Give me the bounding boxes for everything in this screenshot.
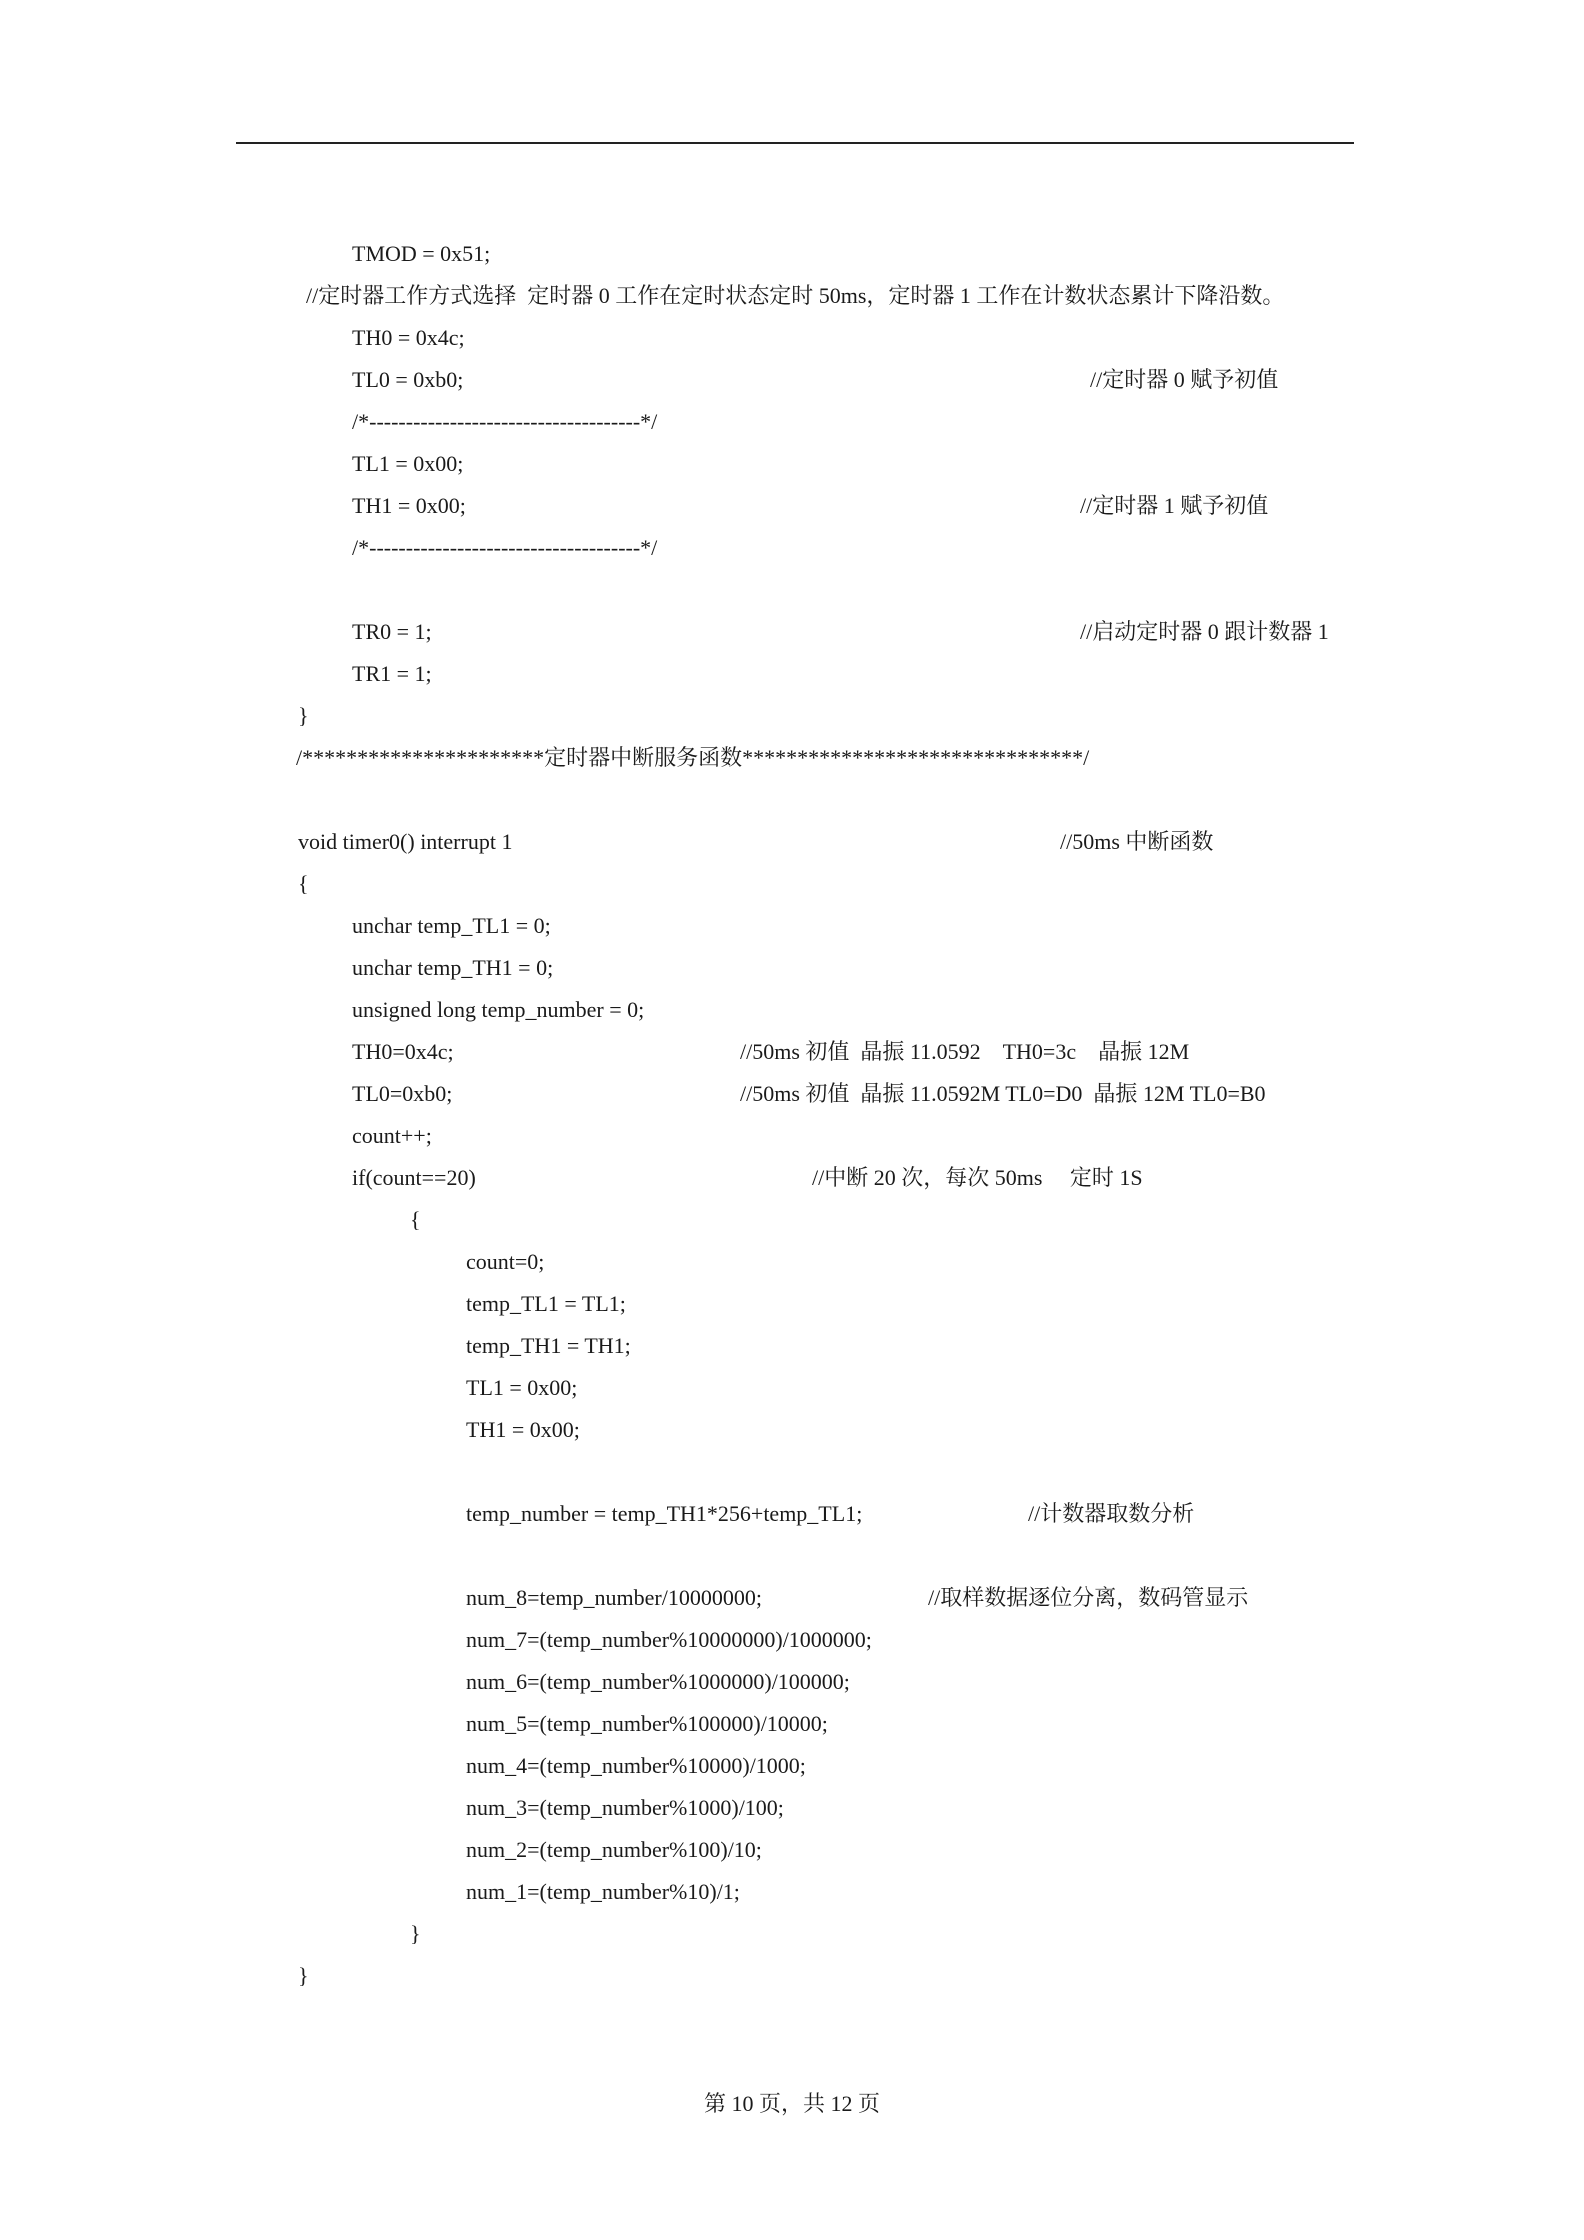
code-comment-isr: //50ms 中断函数 bbox=[1060, 829, 1214, 854]
code-line-num2: num_2=(temp_number%100)/10; bbox=[466, 1837, 762, 1862]
code-line-decl-tl1: unchar temp_TL1 = 0; bbox=[352, 913, 551, 938]
code-line-num6: num_6=(temp_number%1000000)/100000; bbox=[466, 1669, 850, 1694]
code-comment-start-timers: //启动定时器 0 跟计数器 1 bbox=[1080, 619, 1329, 644]
code-line-reload-th0: TH0=0x4c; bbox=[352, 1039, 454, 1064]
code-line-save-th1: temp_TH1 = TH1; bbox=[466, 1333, 631, 1358]
code-line-tl1: TL1 = 0x00; bbox=[352, 451, 464, 476]
code-line-th1: TH1 = 0x00; bbox=[352, 493, 466, 518]
code-open-brace: { bbox=[298, 871, 309, 896]
code-line-num7: num_7=(temp_number%10000000)/1000000; bbox=[466, 1627, 872, 1652]
code-line-count-reset: count=0; bbox=[466, 1249, 545, 1274]
code-line-num3: num_3=(temp_number%1000)/100; bbox=[466, 1795, 784, 1820]
code-line-isr-signature: void timer0() interrupt 1 bbox=[298, 829, 513, 854]
code-line-clear-tl1: TL1 = 0x00; bbox=[466, 1375, 578, 1400]
code-line-clear-th1: TH1 = 0x00; bbox=[466, 1417, 580, 1442]
code-close-brace: } bbox=[298, 703, 309, 728]
code-comment-digit-split: //取样数据逐位分离，数码管显示 bbox=[928, 1585, 1249, 1610]
code-comment-1s: //中断 20 次，每次 50ms 定时 1S bbox=[812, 1165, 1143, 1190]
page-footer: 第 10 页，共 12 页 bbox=[703, 2091, 880, 2116]
code-line-decl-number: unsigned long temp_number = 0; bbox=[352, 997, 645, 1022]
code-line-tr1: TR1 = 1; bbox=[352, 661, 432, 686]
code-line-save-tl1: temp_TL1 = TL1; bbox=[466, 1291, 626, 1316]
code-line-num8: num_8=temp_number/10000000; bbox=[466, 1585, 762, 1610]
code-close-brace-outer: } bbox=[298, 1963, 309, 1988]
code-comment-timer0-init: //定时器 0 赋予初值 bbox=[1090, 367, 1279, 392]
code-section-banner: /**********************定时器中断服务函数*******************************/ bbox=[296, 745, 1090, 770]
code-line-compute-number: temp_number = temp_TH1*256+temp_TL1; bbox=[466, 1501, 863, 1526]
code-line-tl0: TL0 = 0xb0; bbox=[352, 367, 464, 392]
code-comment-timer-mode: //定时器工作方式选择 定时器 0 工作在定时状态定时 50ms，定时器 1 工作在计数状态累计下降沿数。 bbox=[306, 283, 1285, 308]
code-line-num4: num_4=(temp_number%10000)/1000; bbox=[466, 1753, 806, 1778]
code-comment-th0-values: //50ms 初值 晶振 11.0592 TH0=3c 晶振 12M bbox=[740, 1039, 1190, 1064]
code-line-num5: num_5=(temp_number%100000)/10000; bbox=[466, 1711, 828, 1736]
code-line-tmod: TMOD = 0x51; bbox=[352, 241, 491, 266]
code-separator: /*-------------------------------------*/ bbox=[352, 409, 658, 434]
code-separator: /*-------------------------------------*/ bbox=[352, 535, 658, 560]
code-line-count-inc: count++; bbox=[352, 1123, 432, 1148]
code-open-brace-inner: { bbox=[410, 1207, 421, 1232]
code-comment-timer1-init: //定时器 1 赋予初值 bbox=[1080, 493, 1269, 518]
code-line-num1: num_1=(temp_number%10)/1; bbox=[466, 1879, 740, 1904]
code-line-reload-tl0: TL0=0xb0; bbox=[352, 1081, 453, 1106]
code-line-if-count: if(count==20) bbox=[352, 1165, 476, 1190]
code-comment-tl0-values: //50ms 初值 晶振 11.0592M TL0=D0 晶振 12M TL0=B0 bbox=[740, 1081, 1266, 1106]
code-line-th0: TH0 = 0x4c; bbox=[352, 325, 465, 350]
code-comment-counter-analysis: //计数器取数分析 bbox=[1028, 1501, 1195, 1526]
code-line-tr0: TR0 = 1; bbox=[352, 619, 432, 644]
code-line-decl-th1: unchar temp_TH1 = 0; bbox=[352, 955, 554, 980]
header-rule bbox=[236, 142, 1354, 144]
code-close-brace-inner: } bbox=[410, 1921, 421, 1946]
